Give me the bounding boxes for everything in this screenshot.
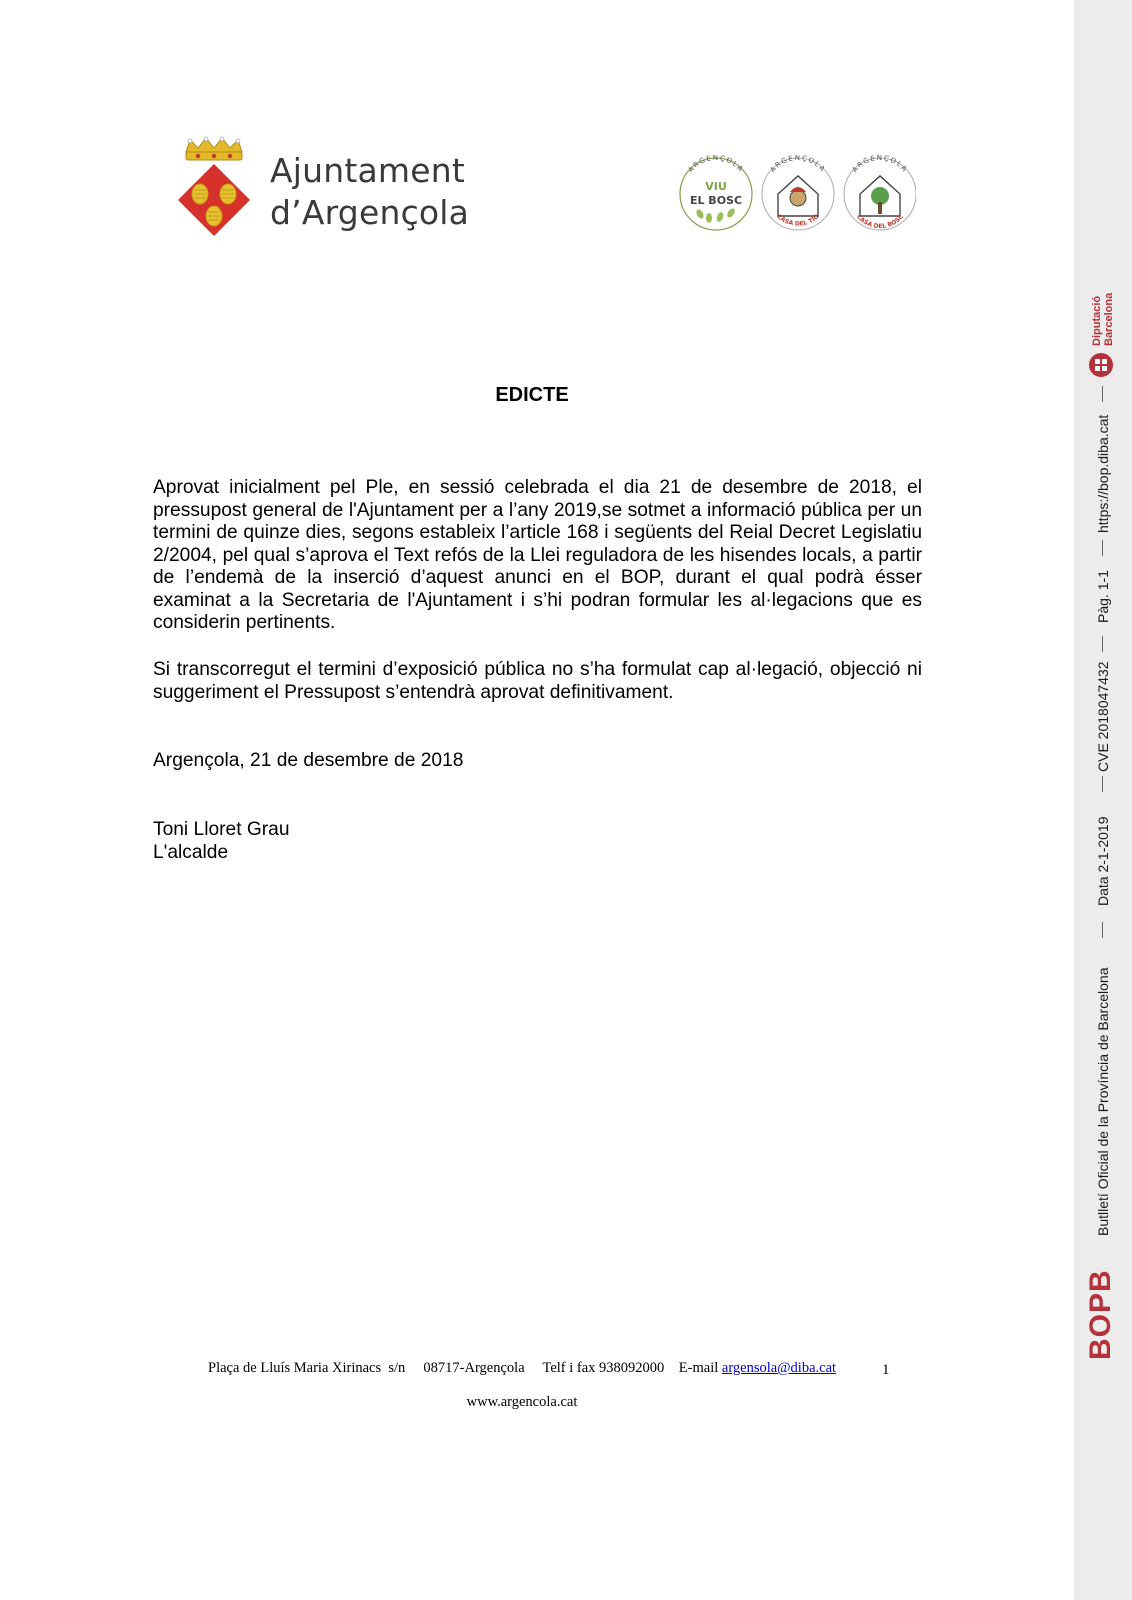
page-number: 1 xyxy=(882,1362,890,1378)
signature-block xyxy=(153,818,290,864)
document-title xyxy=(0,384,1074,407)
bulletin-sidebar xyxy=(1074,0,1132,1600)
separator xyxy=(1102,540,1103,556)
svg-text:CASA DEL TIÓ xyxy=(775,213,820,228)
viu-el-bosc-badge-icon xyxy=(680,154,752,230)
signer-name: Toni Lloret Grau xyxy=(153,819,290,840)
footer-contact xyxy=(208,1360,836,1377)
badge1-center-line1: VIU xyxy=(705,180,727,193)
edict-paragraph-1: Aprovat inicialment pel Ple, en sessió celebrada el dia 21 de desembre de 2018, el pressupost general de l'Ajuntament per a l’any 2019,se sotmet a informació pública per un termini de quinze dies, segons estableix l’article 168 i següents del Reial Decret Legislatiu 2/2004, pel qual s’aprova el Text refós de la Llei reguladora de les hisendes locals, a partir de l’endemà de la inserció d’aquest anunci en el BOP, durant el qual podrà ésser examinat a la Secretaria de l'Ajuntament i s’hi podran formular les al·legacions que es considerin pertinents. xyxy=(153,477,922,633)
brand-line-1: Ajuntament xyxy=(270,151,466,190)
separator xyxy=(1102,386,1103,402)
municipality-name xyxy=(270,150,469,234)
badge1-center-line2: EL BOSC xyxy=(689,194,743,207)
svg-text:ARGENÇOLA xyxy=(687,154,746,174)
badge2-bottom-text: CASA DEL TIÓ xyxy=(775,213,821,228)
cve-code: CVE 2018047432 xyxy=(1095,661,1111,772)
bulletin-name: Butlletí Oficial de la Província de Barcelona xyxy=(1095,967,1111,1236)
diputacio-logo-icon xyxy=(1088,352,1114,378)
bulletin-url[interactable]: https://bop.diba.cat xyxy=(1095,414,1111,533)
diputacio-name xyxy=(1091,293,1115,346)
edict-paragraph-2: Si transcorregut el termini d’exposició pública no s’ha formulat cap al·legació, objecció ni suggeriment el Pressupost s’entendrà aprovat definitivament. xyxy=(153,659,922,703)
brand-line-2: d’Argençola xyxy=(270,193,470,232)
footer-website: www.argencola.cat xyxy=(466,1394,578,1410)
svg-text:ARGENÇOLA xyxy=(769,154,828,174)
document-title-text: EDICTE xyxy=(495,384,569,406)
casa-del-tio-badge-icon xyxy=(762,154,834,230)
badge2-top-text: ARGENÇOLA xyxy=(768,153,828,175)
separator xyxy=(1102,776,1103,792)
diputacio-line-2: Barcelona xyxy=(1103,292,1115,346)
municipal-crest-icon xyxy=(172,136,256,242)
footer-address: Plaça de Lluís Maria Xirinacs s/n 08717-Argençola Telf i fax 938092000 E-mail xyxy=(208,1360,722,1376)
bopb-logo-text: BOPB xyxy=(1084,1269,1117,1360)
badge3-bottom-text: CASA DEL BOSC xyxy=(855,213,905,231)
place-and-date: Argençola, 21 de desembre de 2018 xyxy=(153,750,464,771)
badge3-top-text: ARGENÇOLA xyxy=(850,153,910,175)
separator xyxy=(1102,922,1103,938)
svg-text:ARGENÇOLA xyxy=(851,154,910,174)
page-range: Pàg. 1-1 xyxy=(1095,570,1111,623)
casa-del-bosc-badge-icon xyxy=(844,154,916,230)
diputacio-line-1: Diputació xyxy=(1091,295,1103,346)
separator xyxy=(1102,636,1103,652)
event-badges xyxy=(676,150,916,236)
badge1-top-text: ARGENÇOLA xyxy=(686,153,746,175)
signer-role: L'alcalde xyxy=(153,842,229,863)
footer-email-link[interactable]: argensola@diba.cat xyxy=(721,1360,837,1376)
publication-date: Data 2-1-2019 xyxy=(1095,816,1111,906)
